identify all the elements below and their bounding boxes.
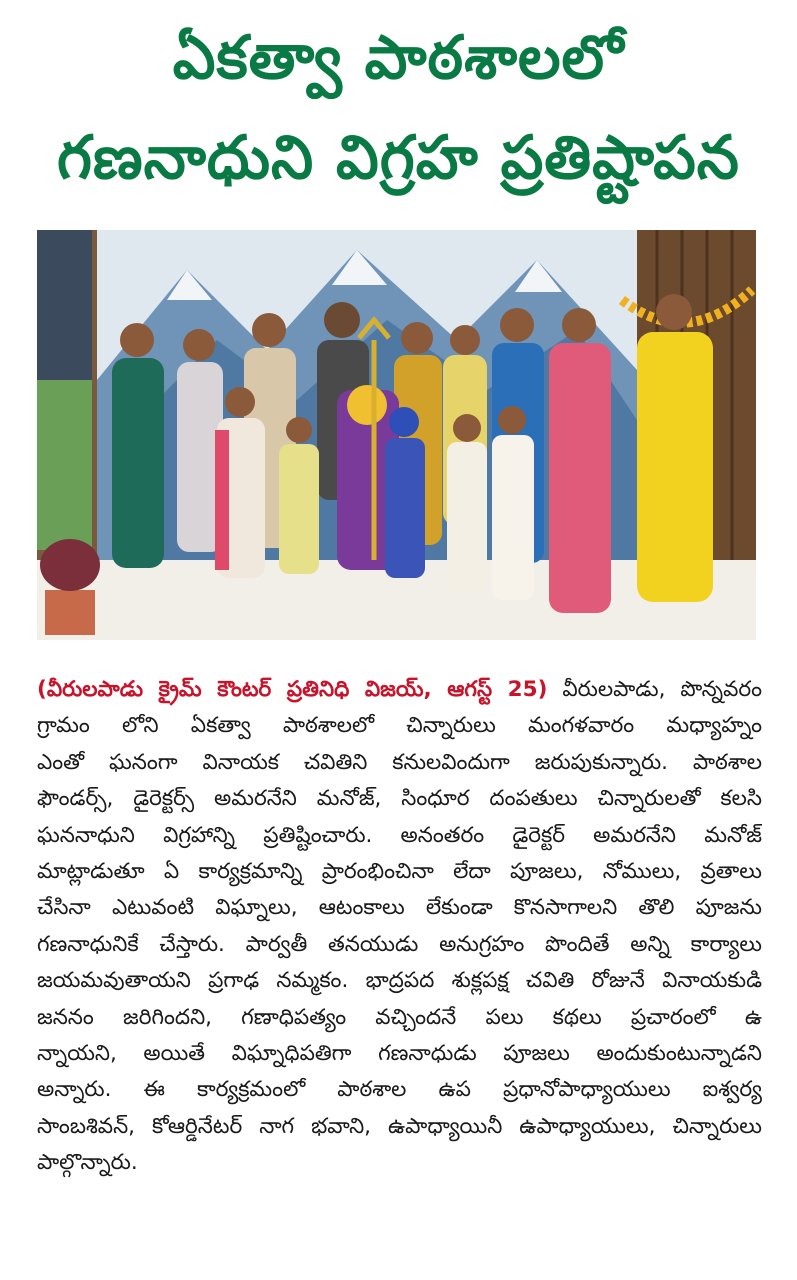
article-line: ఫౌండర్స్, డైరెక్టర్స్ అమరనేని మనోజ్, సింధూర దంపతులు చిన్నారులతో కలసి [37, 786, 762, 812]
article-line: పాల్గొన్నారు. [37, 1150, 138, 1176]
article-line: జననం జరిగిందని, గణాధిపత్యం వచ్చిందనే పలు కథలు ప్రచారంలో ఉ [37, 1004, 762, 1030]
article-line [37, 672, 762, 708]
article-line: గణనాధునికే చేస్తారు. పార్వతీ తనయుడు అనుగ్రహం పొందితే అన్ని కార్యాలు [37, 931, 762, 957]
dateline: (వీరులపాడు క్రైమ్ కౌంటర్ ప్రతినిధి విజయ్, ఆగస్ట్ 25) [37, 677, 548, 702]
article-line: ఘననాధుని విగ్రహాన్ని ప్రతిష్టించారు. అనంతరం డైరెక్టర్ అమరనేని మనోజ్ [37, 822, 762, 848]
article-line: చేసినా ఎటువంటి విఘ్నాలు, ఆటంకాలు లేకుండా కొనసాగాలని తొలి పూజను [37, 895, 762, 921]
article-line: న్నాయని, అయితే విఘ్నాధిపతిగా గణనాధుడు పూజలు అందుకుంటున్నాడని [37, 1041, 762, 1067]
article-line: మాట్లాడుతూ ఏ కార్యక్రమాన్ని ప్రారంభించినా లేదా పూజలు, నోములు, వ్రతాలు [37, 859, 762, 885]
article-line: సాంబశివన్, కోఆర్డినేటర్ నాగ భవాని, ఉపాధ్యాయినీ ఉపాధ్యాయులు, చిన్నారులు [37, 1113, 762, 1139]
news-photo [37, 230, 756, 640]
article-line: ఎంతో ఘనంగా వినాయక చవితిని కనులవిందుగా జరుపుకున్నారు. పాఠశాల [37, 749, 762, 775]
headline-line-1: ఏకత్వా పాఠశాలలో [172, 23, 625, 93]
article-line: అన్నారు. ఈ కార్యక్రమంలో పాఠశాల ఉప ప్రధానోపాధ్యాయులు ఐశ్వర్య [37, 1077, 762, 1103]
article-line: గ్రామం లోని ఏకత్వా పాఠశాలలో చిన్నారులు మంగళవారం మధ్యాహ్నం [37, 713, 762, 739]
headline-line-2: గణనాధుని విగ్రహ ప్రతిష్టాపన [57, 123, 740, 193]
article-body [37, 672, 762, 1182]
first-line-text: వీరులపాడు, పొన్నవరం [547, 677, 762, 702]
article-line: జయమవుతాయని ప్రగాఢ నమ్మకం. భాద్రపద శుక్లపక్ష చవితి రోజునే వినాయకుడి [37, 968, 762, 994]
